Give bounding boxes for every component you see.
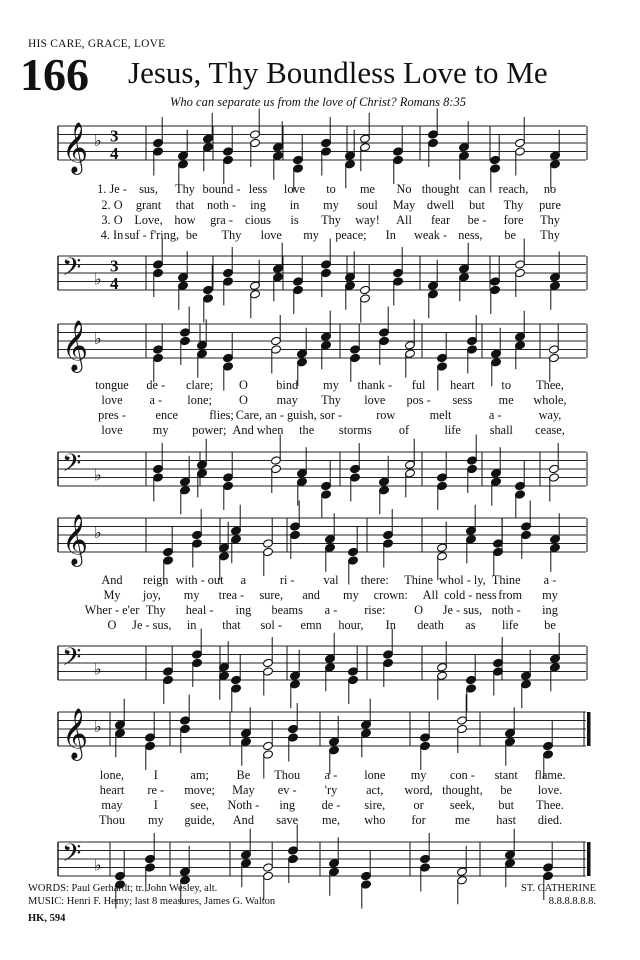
lyric-syllable: that bbox=[175, 198, 195, 212]
bass-staff-4 bbox=[50, 836, 590, 884]
lyric-syllable: gra - bbox=[210, 213, 233, 227]
final-barline bbox=[587, 842, 590, 876]
lyric-syllable: be bbox=[504, 228, 516, 242]
lyric-syllable: val bbox=[323, 573, 339, 587]
treble-clef-icon: 𝄞 bbox=[62, 320, 89, 371]
lyric-syllable: bound - bbox=[202, 182, 241, 196]
lyric-syllable: Be bbox=[236, 768, 251, 782]
lyric-syllable: thank - bbox=[357, 378, 393, 392]
lyric-syllable: bind bbox=[276, 378, 299, 392]
lyric-syllable: cious bbox=[245, 213, 271, 227]
lyric-syllable: death bbox=[417, 618, 444, 632]
lyric-syllable: seek, bbox=[449, 798, 475, 812]
music-credit: MUSIC: Henri F. Hemy; last 8 measures, James G. Walton bbox=[28, 896, 276, 907]
lyric-syllable: O bbox=[107, 618, 117, 632]
lyric-syllable: my bbox=[410, 768, 427, 782]
lyric-syllable: Thy bbox=[321, 213, 341, 227]
lyric-syllable: cold - ness bbox=[444, 588, 497, 602]
lyric-syllable: 'ry bbox=[324, 783, 338, 797]
lyric-syllable: Thy bbox=[503, 198, 524, 212]
lyric-syllable: thought, bbox=[442, 783, 483, 797]
lyric-syllable: re - bbox=[147, 783, 165, 797]
lyric-syllable: love bbox=[101, 393, 123, 407]
lyric-syllable: heart bbox=[99, 783, 125, 797]
lyric-syllable: grant bbox=[135, 198, 162, 212]
lyric-syllable: Je - sus, bbox=[442, 603, 483, 617]
lyric-syllable: Thy bbox=[221, 228, 242, 242]
lyric-syllable: be bbox=[185, 228, 198, 242]
flat-icon: ♭ bbox=[94, 855, 102, 875]
bass-staff-1 bbox=[50, 250, 590, 298]
lyric-syllable: con - bbox=[449, 768, 475, 782]
treble-staff-3 bbox=[50, 512, 590, 565]
lyric-line-1-4 bbox=[50, 228, 560, 243]
lyric-line-1-2 bbox=[50, 198, 560, 213]
lyric-syllable: with - out bbox=[175, 573, 224, 587]
meter: 8.8.8.8.8.8. bbox=[548, 896, 596, 907]
lyric-syllable: and bbox=[302, 588, 320, 602]
lyric-syllable: Care, an - guish, bbox=[235, 408, 317, 422]
lyric-syllable: emn bbox=[300, 618, 322, 632]
lyric-syllable: fear bbox=[430, 213, 451, 227]
lyric-syllable: a bbox=[240, 573, 247, 587]
lyric-syllable: lone bbox=[364, 768, 386, 782]
lyric-syllable: how bbox=[174, 213, 196, 227]
lyric-syllable: no bbox=[543, 182, 557, 196]
lyric-syllable: cease, bbox=[535, 423, 565, 437]
lyric-syllable: of bbox=[398, 423, 410, 437]
lyric-syllable: my bbox=[542, 588, 558, 602]
lyric-syllable: All bbox=[422, 588, 439, 602]
lyric-syllable: may bbox=[276, 393, 298, 407]
lyric-line-3-2 bbox=[50, 588, 560, 603]
lyric-syllable: Thee. bbox=[536, 798, 564, 812]
lyric-syllable: love bbox=[101, 423, 123, 437]
lyric-syllable: row bbox=[376, 408, 396, 422]
final-barline bbox=[587, 712, 590, 746]
lyric-syllable: there: bbox=[360, 573, 389, 587]
flat-icon: ♭ bbox=[94, 329, 102, 348]
lyric-syllable: tongue bbox=[95, 378, 129, 392]
lyric-syllable: who bbox=[364, 813, 386, 827]
lyric-syllable: ence bbox=[155, 408, 179, 422]
lyric-syllable: from bbox=[498, 588, 523, 602]
lyric-syllable: Thou bbox=[99, 813, 125, 827]
lyric-syllable: be - bbox=[467, 213, 487, 227]
lyric-syllable: O bbox=[238, 378, 248, 392]
lyric-syllable: a - bbox=[149, 393, 163, 407]
lyric-syllable: sus, bbox=[139, 182, 158, 196]
lyric-syllable: life bbox=[444, 423, 461, 437]
bass-clef-icon: 𝄢 bbox=[62, 252, 82, 288]
lyric-syllable: sire, bbox=[364, 798, 386, 812]
lyric-syllable: Je - sus, bbox=[132, 618, 172, 632]
lyric-syllable: ri - bbox=[279, 573, 295, 587]
lyric-syllable: my bbox=[147, 813, 164, 827]
lyric-syllable: noth - bbox=[206, 198, 237, 212]
lyric-syllable: died. bbox=[537, 813, 563, 827]
lyric-syllable: Noth - bbox=[227, 798, 260, 812]
lyric-syllable: suf - f'ring, bbox=[124, 228, 180, 242]
lyric-syllable: rise: bbox=[364, 603, 386, 617]
lyric-syllable: is bbox=[290, 213, 299, 227]
bass-staff-3 bbox=[50, 640, 590, 688]
lyric-syllable: am; bbox=[190, 768, 209, 782]
treble-staff-1 bbox=[50, 120, 590, 173]
treble-staff-4 bbox=[50, 706, 590, 759]
lyric-syllable: my bbox=[323, 198, 339, 212]
lyric-line-4-2 bbox=[50, 783, 563, 798]
lyric-syllable: ful bbox=[411, 378, 426, 392]
lyric-syllable: may bbox=[101, 798, 123, 812]
lyric-syllable: my bbox=[152, 423, 169, 437]
lyric-syllable: move; bbox=[184, 783, 215, 797]
lyric-syllable: a - bbox=[488, 408, 502, 422]
lyric-syllable: weak - bbox=[413, 228, 448, 242]
lyric-syllable: to bbox=[501, 378, 511, 392]
lyric-syllable: that bbox=[222, 618, 241, 632]
lyric-syllable: a - bbox=[543, 573, 557, 587]
lyric-syllable: sess bbox=[452, 393, 473, 407]
lyric-line-1-1 bbox=[50, 182, 560, 197]
time-signature-digit: 3 bbox=[110, 126, 119, 146]
words-credit: WORDS: Paul Gerhardt; tr. John Wesley, alt. bbox=[28, 883, 218, 894]
lyric-syllable: noth - bbox=[491, 603, 521, 617]
lyric-syllable: Thine bbox=[404, 573, 433, 587]
lyric-syllable: May bbox=[232, 783, 255, 797]
lyric-syllable: be bbox=[544, 618, 556, 632]
lyric-line-2-1 bbox=[50, 378, 564, 393]
lyric-syllable: In bbox=[385, 228, 396, 242]
lyric-syllable: Thy bbox=[540, 228, 560, 242]
lyric-syllable: No bbox=[396, 182, 412, 196]
lyric-syllable: my bbox=[343, 588, 359, 602]
hymn-title: Jesus, Thy Boundless Love to Me bbox=[128, 55, 548, 90]
lyric-syllable: And bbox=[101, 573, 123, 587]
tune-name: ST. CATHERINE bbox=[520, 883, 596, 894]
lyric-syllable: de - bbox=[321, 798, 341, 812]
flat-icon: ♭ bbox=[94, 131, 102, 150]
bass-clef-icon: 𝄢 bbox=[62, 838, 82, 874]
lyric-syllable: hour, bbox=[338, 618, 364, 632]
lyric-syllable: And when bbox=[232, 423, 284, 437]
lyric-syllable: in bbox=[186, 618, 197, 632]
lyric-syllable: pure bbox=[539, 198, 561, 212]
lyric-syllable: ing bbox=[542, 603, 558, 617]
lyric-syllable: O bbox=[414, 603, 424, 617]
lyric-syllable: Thee, bbox=[536, 378, 564, 392]
lyric-syllable: shall bbox=[489, 423, 513, 437]
lyric-syllable: for bbox=[411, 813, 426, 827]
lyric-syllable: love. bbox=[537, 783, 563, 797]
scripture-epigraph: Who can separate us from the love of Christ? Romans 8:35 bbox=[170, 95, 467, 109]
lyric-syllable: soul bbox=[357, 198, 378, 212]
lyric-syllable: trea - bbox=[218, 588, 245, 602]
lyric-syllable: see, bbox=[190, 798, 209, 812]
lyric-syllable: fore bbox=[503, 213, 524, 227]
lyric-line-4-1 bbox=[50, 768, 566, 783]
lyric-syllable: Thy bbox=[540, 213, 560, 227]
lyric-syllable: as bbox=[465, 618, 476, 632]
lyric-syllable: save bbox=[276, 813, 299, 827]
lyric-syllable: in bbox=[289, 198, 300, 212]
lyric-syllable: way! bbox=[355, 213, 380, 227]
time-signature-digit: 4 bbox=[110, 274, 119, 294]
lyric-syllable: sure, bbox=[259, 588, 284, 602]
lyric-syllable: joy, bbox=[142, 588, 161, 602]
lyric-syllable: me bbox=[359, 182, 376, 196]
flat-icon: ♭ bbox=[94, 465, 102, 485]
lyric-syllable: Wher - e'er bbox=[84, 603, 140, 617]
lyric-syllable: peace; bbox=[335, 228, 367, 242]
bass-staff-2 bbox=[50, 446, 590, 494]
lyric-syllable: me, bbox=[321, 813, 341, 827]
lyric-syllable: lone, bbox=[99, 768, 125, 782]
lyric-line-2-4 bbox=[50, 423, 565, 438]
lyric-syllable: clare; bbox=[185, 378, 214, 392]
lyric-syllable: O bbox=[238, 393, 248, 407]
lyric-syllable: sor - bbox=[319, 408, 343, 422]
lyric-syllable: stant bbox=[494, 768, 518, 782]
lyric-syllable: All bbox=[396, 213, 412, 227]
lyric-syllable: power; bbox=[192, 423, 227, 437]
lyric-syllable: pres - bbox=[98, 408, 126, 422]
lyric-syllable: hast bbox=[496, 813, 517, 827]
tune-info bbox=[521, 882, 596, 908]
lyric-syllable: guide, bbox=[184, 813, 215, 827]
treble-clef-icon: 𝄞 bbox=[62, 514, 89, 565]
lyric-line-3-1 bbox=[50, 573, 560, 588]
lyric-syllable: life bbox=[501, 618, 519, 632]
lyric-syllable: me bbox=[454, 813, 470, 827]
lyric-syllable: I bbox=[153, 768, 158, 782]
bass-clef-icon: 𝄢 bbox=[62, 642, 82, 678]
lyric-syllable: or bbox=[413, 798, 424, 812]
lyric-syllable: Thou bbox=[274, 768, 301, 782]
lyric-syllable: reach, bbox=[498, 182, 529, 196]
bass-clef-icon: 𝄢 bbox=[62, 448, 82, 484]
lyric-syllable: whole, bbox=[533, 393, 567, 407]
lyric-syllable: love bbox=[364, 393, 386, 407]
flat-icon: ♭ bbox=[94, 269, 102, 289]
lyric-syllable: 2. O bbox=[101, 198, 123, 212]
time-signature-digit: 4 bbox=[110, 144, 119, 164]
lyric-syllable: lone; bbox=[187, 393, 212, 407]
time-signature-digit: 3 bbox=[110, 256, 119, 276]
lyric-syllable: but bbox=[498, 798, 515, 812]
lyric-syllable: My bbox=[103, 588, 121, 602]
lyric-syllable: 3. O bbox=[101, 213, 123, 227]
lyric-syllable: to bbox=[326, 182, 336, 196]
lyric-syllable: reign bbox=[143, 573, 169, 587]
lyric-syllable: melt bbox=[429, 408, 452, 422]
lyric-syllable: whol - ly, bbox=[439, 573, 486, 587]
hymn-number: 166 bbox=[20, 49, 89, 100]
lyric-syllable: but bbox=[469, 198, 485, 212]
lyric-syllable: flame. bbox=[534, 768, 566, 782]
lyric-line-4-3 bbox=[50, 798, 564, 813]
lyric-syllable: me bbox=[498, 393, 514, 407]
treble-clef-icon: 𝄞 bbox=[62, 122, 89, 173]
lyric-syllable: a - bbox=[324, 768, 338, 782]
lyric-syllable: my bbox=[323, 378, 339, 392]
lyric-syllable: ing bbox=[250, 198, 266, 212]
lyric-syllable: ing bbox=[279, 798, 296, 812]
lyric-syllable: sol - bbox=[260, 618, 283, 632]
lyric-syllable: ness, bbox=[458, 228, 483, 242]
lyric-syllable: ing bbox=[235, 603, 252, 617]
lyric-syllable: love bbox=[283, 182, 306, 196]
treble-clef-icon: 𝄞 bbox=[62, 708, 89, 759]
lyric-syllable: way, bbox=[538, 408, 562, 422]
lyric-syllable: beams bbox=[271, 603, 303, 617]
lyric-line-2-3 bbox=[50, 408, 560, 423]
treble-staff-2 bbox=[50, 318, 590, 371]
lyric-syllable: Thine bbox=[491, 573, 521, 587]
lyric-syllable: Thy bbox=[145, 603, 166, 617]
lyric-line-2-2 bbox=[50, 393, 567, 408]
lyric-line-1-3 bbox=[50, 213, 560, 228]
cross-reference: HK, 594 bbox=[28, 913, 66, 924]
lyric-syllable: act, bbox=[366, 783, 384, 797]
lyric-line-4-4 bbox=[50, 813, 563, 828]
lyric-syllable: word, bbox=[404, 783, 433, 797]
lyric-syllable: my bbox=[183, 588, 200, 602]
lyric-syllable: ev - bbox=[277, 783, 297, 797]
lyric-syllable: May bbox=[392, 198, 416, 212]
lyric-syllable: Thy bbox=[175, 182, 195, 196]
lyric-syllable: the bbox=[299, 423, 315, 437]
lyric-line-3-4 bbox=[50, 618, 560, 633]
category-heading: HIS CARE, GRACE, LOVE bbox=[28, 38, 166, 50]
lyric-syllable: I bbox=[153, 798, 158, 812]
flat-icon: ♭ bbox=[94, 659, 102, 679]
lyric-syllable: 1. Je - bbox=[97, 182, 127, 196]
lyric-syllable: heal - bbox=[185, 603, 214, 617]
lyric-syllable: less bbox=[248, 182, 268, 196]
flat-icon: ♭ bbox=[94, 523, 102, 542]
lyric-syllable: pos - bbox=[406, 393, 431, 407]
lyric-line-3-3 bbox=[50, 603, 560, 618]
lyric-syllable: thought bbox=[421, 182, 460, 196]
lyric-syllable: Thy bbox=[321, 393, 341, 407]
credits bbox=[28, 882, 275, 908]
lyric-syllable: heart bbox=[450, 378, 475, 392]
lyric-syllable: dwell bbox=[426, 198, 455, 212]
lyric-syllable: In bbox=[385, 618, 396, 632]
lyric-syllable: 4. In bbox=[100, 228, 124, 242]
lyric-syllable: flies; bbox=[209, 408, 234, 422]
lyric-syllable: Love, bbox=[134, 213, 163, 227]
lyric-syllable: can bbox=[468, 182, 486, 196]
lyric-syllable: de - bbox=[146, 378, 166, 392]
lyric-syllable: crown: bbox=[373, 588, 408, 602]
flat-icon: ♭ bbox=[94, 717, 102, 736]
lyric-syllable: storms bbox=[338, 423, 372, 437]
lyric-syllable: be bbox=[500, 783, 512, 797]
lyric-syllable: a - bbox=[324, 603, 338, 617]
lyric-syllable: my bbox=[303, 228, 319, 242]
lyric-syllable: love bbox=[260, 228, 282, 242]
lyric-syllable: And bbox=[232, 813, 254, 827]
